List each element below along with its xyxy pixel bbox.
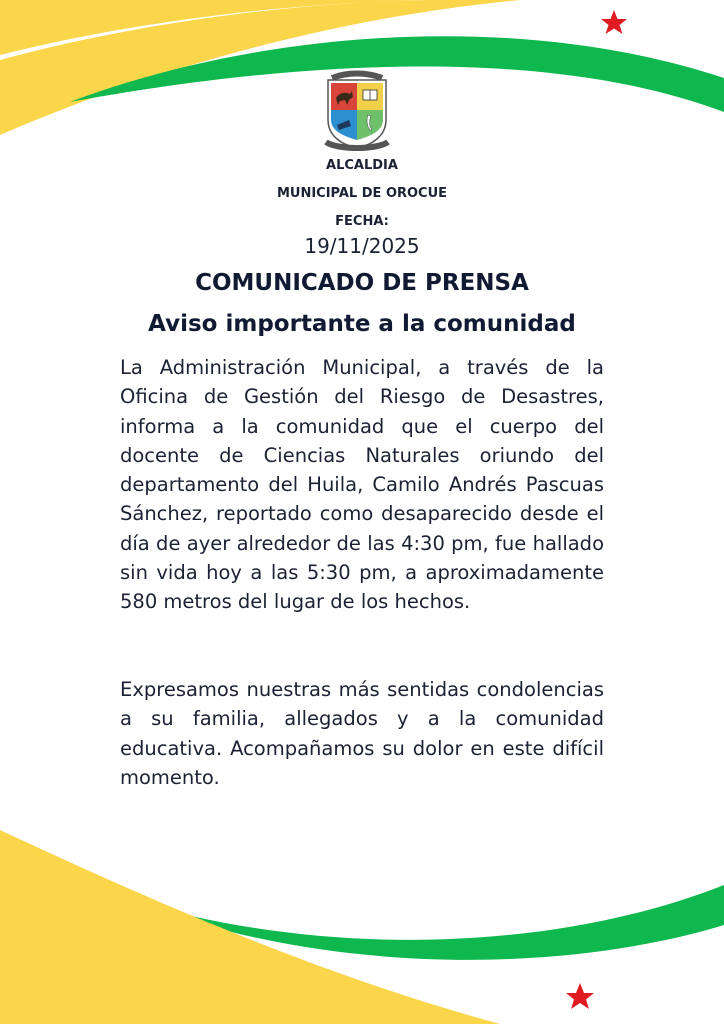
page-title: COMUNICADO DE PRENSA bbox=[195, 270, 529, 296]
bottom-yellow-swoosh bbox=[0, 830, 500, 1024]
body-paragraph-1: La Administración Municipal, a través de la Oficina de Gestión del Riesgo de Desastres, informa a la comunidad que el cuerpo del docente de Ciencias Naturales oriundo del departamento del Huila, Camilo Andrés Pascuas Sánchez, reportado como desaparecido desde el día de ayer alrededor de las 4:30 pm, fue hallado sin vida hoy a las 5:30 pm, a aproximadamente 580 metros del lugar de los hechos. bbox=[120, 356, 604, 614]
header-alcaldia: ALCALDIA bbox=[326, 158, 398, 173]
body-paragraph-2: Expresamos nuestras más sentidas condolencias a su familia, allegados y a la comunidad educativa. Acompañamos su dolor en este difícil momento. bbox=[120, 678, 604, 789]
page-subtitle: Aviso importante a la comunidad bbox=[148, 311, 576, 337]
star-icon bbox=[601, 10, 627, 34]
municipal-coat-of-arms bbox=[322, 70, 392, 152]
star-icon bbox=[566, 983, 594, 1009]
header-municipal: MUNICIPAL DE OROCUE bbox=[276, 186, 448, 201]
date-label: FECHA: bbox=[335, 214, 389, 229]
date-value: 19/11/2025 bbox=[304, 234, 420, 258]
